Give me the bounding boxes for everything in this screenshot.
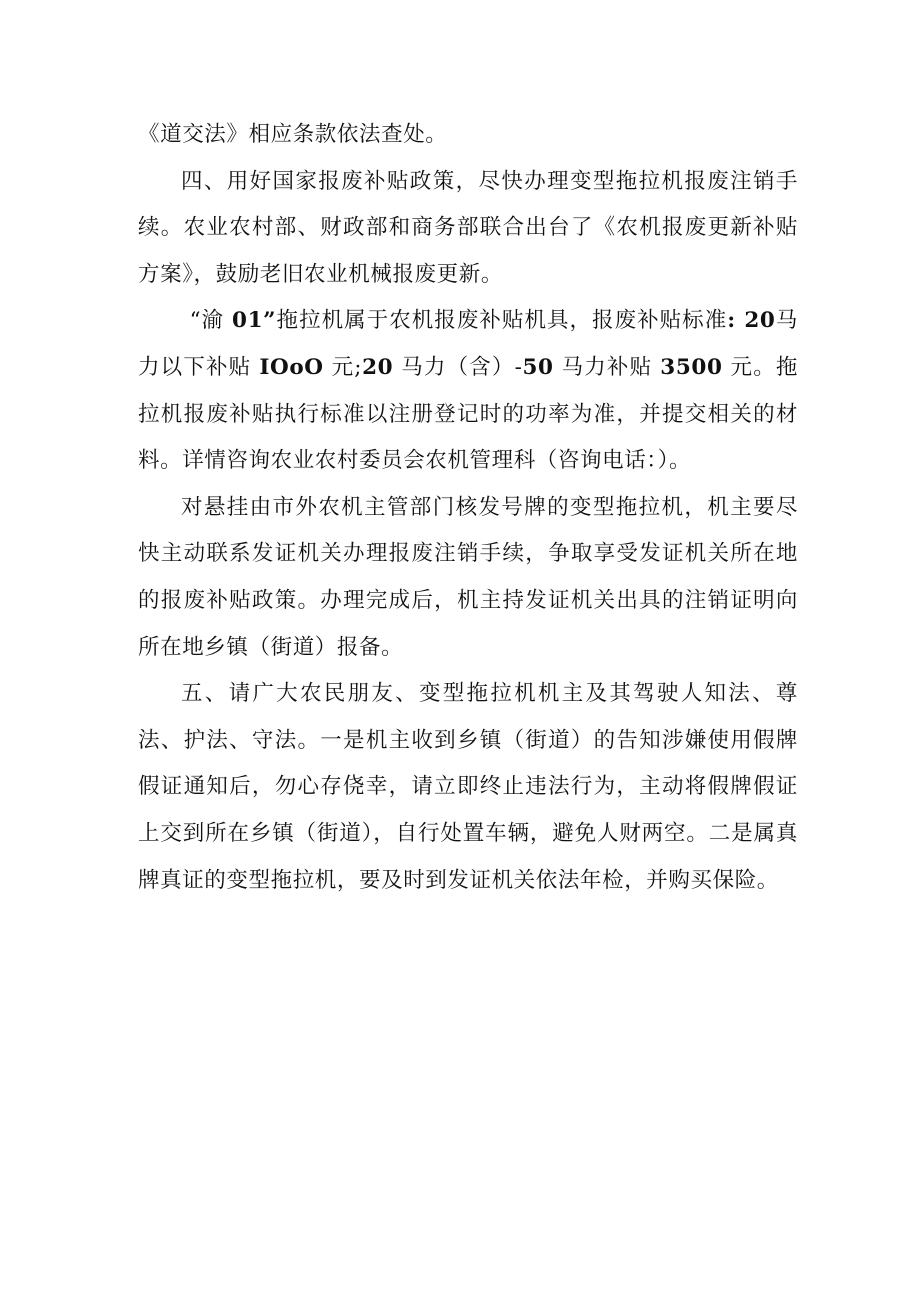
paragraph-3-subsidy-standard — [138, 298, 798, 484]
paragraph-4-outside-plates: 对悬挂由市外农机主管部门核发号牌的变型拖拉机，机主要尽快主动联系发证机关办理报废注销手续，争取享受发证机关所在地的报废补贴政策。办理完成后，机主持发证机关出具的注销证明向所在地乡镇（街道）报备。 — [138, 494, 798, 660]
text-segment: “渝 — [189, 308, 233, 334]
text-segment-bold: 50 — [522, 354, 554, 380]
text-segment-bold: 20 — [362, 354, 394, 380]
document-body — [138, 112, 798, 904]
text-segment: 拖拉机属于农机报废补贴机具，报废补贴标准 — [276, 308, 728, 334]
text-segment-bold: 3500 — [660, 354, 723, 380]
text-segment: 元; — [323, 354, 363, 380]
paragraph-2-section-four: 四、用好国家报废补贴政策，尽快办理变型拖拉机报废注销手续。农业农村部、财政部和商务部联合出台了《农机报废更新补贴方案》，鼓励老旧农业机械报废更新。 — [138, 168, 798, 287]
text-segment: 马力（含）- — [393, 354, 523, 380]
paragraph-1: 《道交法》相应条款依法查处。 — [138, 122, 448, 147]
text-segment-bold: IOoO — [259, 354, 324, 380]
text-segment: 马力以下补贴 — [138, 308, 798, 380]
text-segment-bold: : 20 — [727, 308, 776, 334]
text-segment: 元。拖拉机报废补贴执行标准以注册登记时的功率为准，并提交相关的材料。详情咨询农业农村委员会农机管理科（咨询电话：）。 — [138, 354, 798, 474]
text-segment-bold: 01” — [232, 308, 277, 334]
text-segment: 马力补贴 — [553, 354, 661, 380]
paragraph-5-section-five: 五、请广大农民朋友、变型拖拉机机主及其驾驶人知法、尊法、护法、守法。一是机主收到乡镇（街道）的告知涉嫌使用假牌假证通知后，勿心存侥幸，请立即终止违法行为，主动将假牌假证上交到所在乡镇（街道），自行处置车辆，避免人财两空。二是属真牌真证的变型拖拉机，要及时到发证机关依法年检，并购买保险。 — [138, 681, 798, 893]
